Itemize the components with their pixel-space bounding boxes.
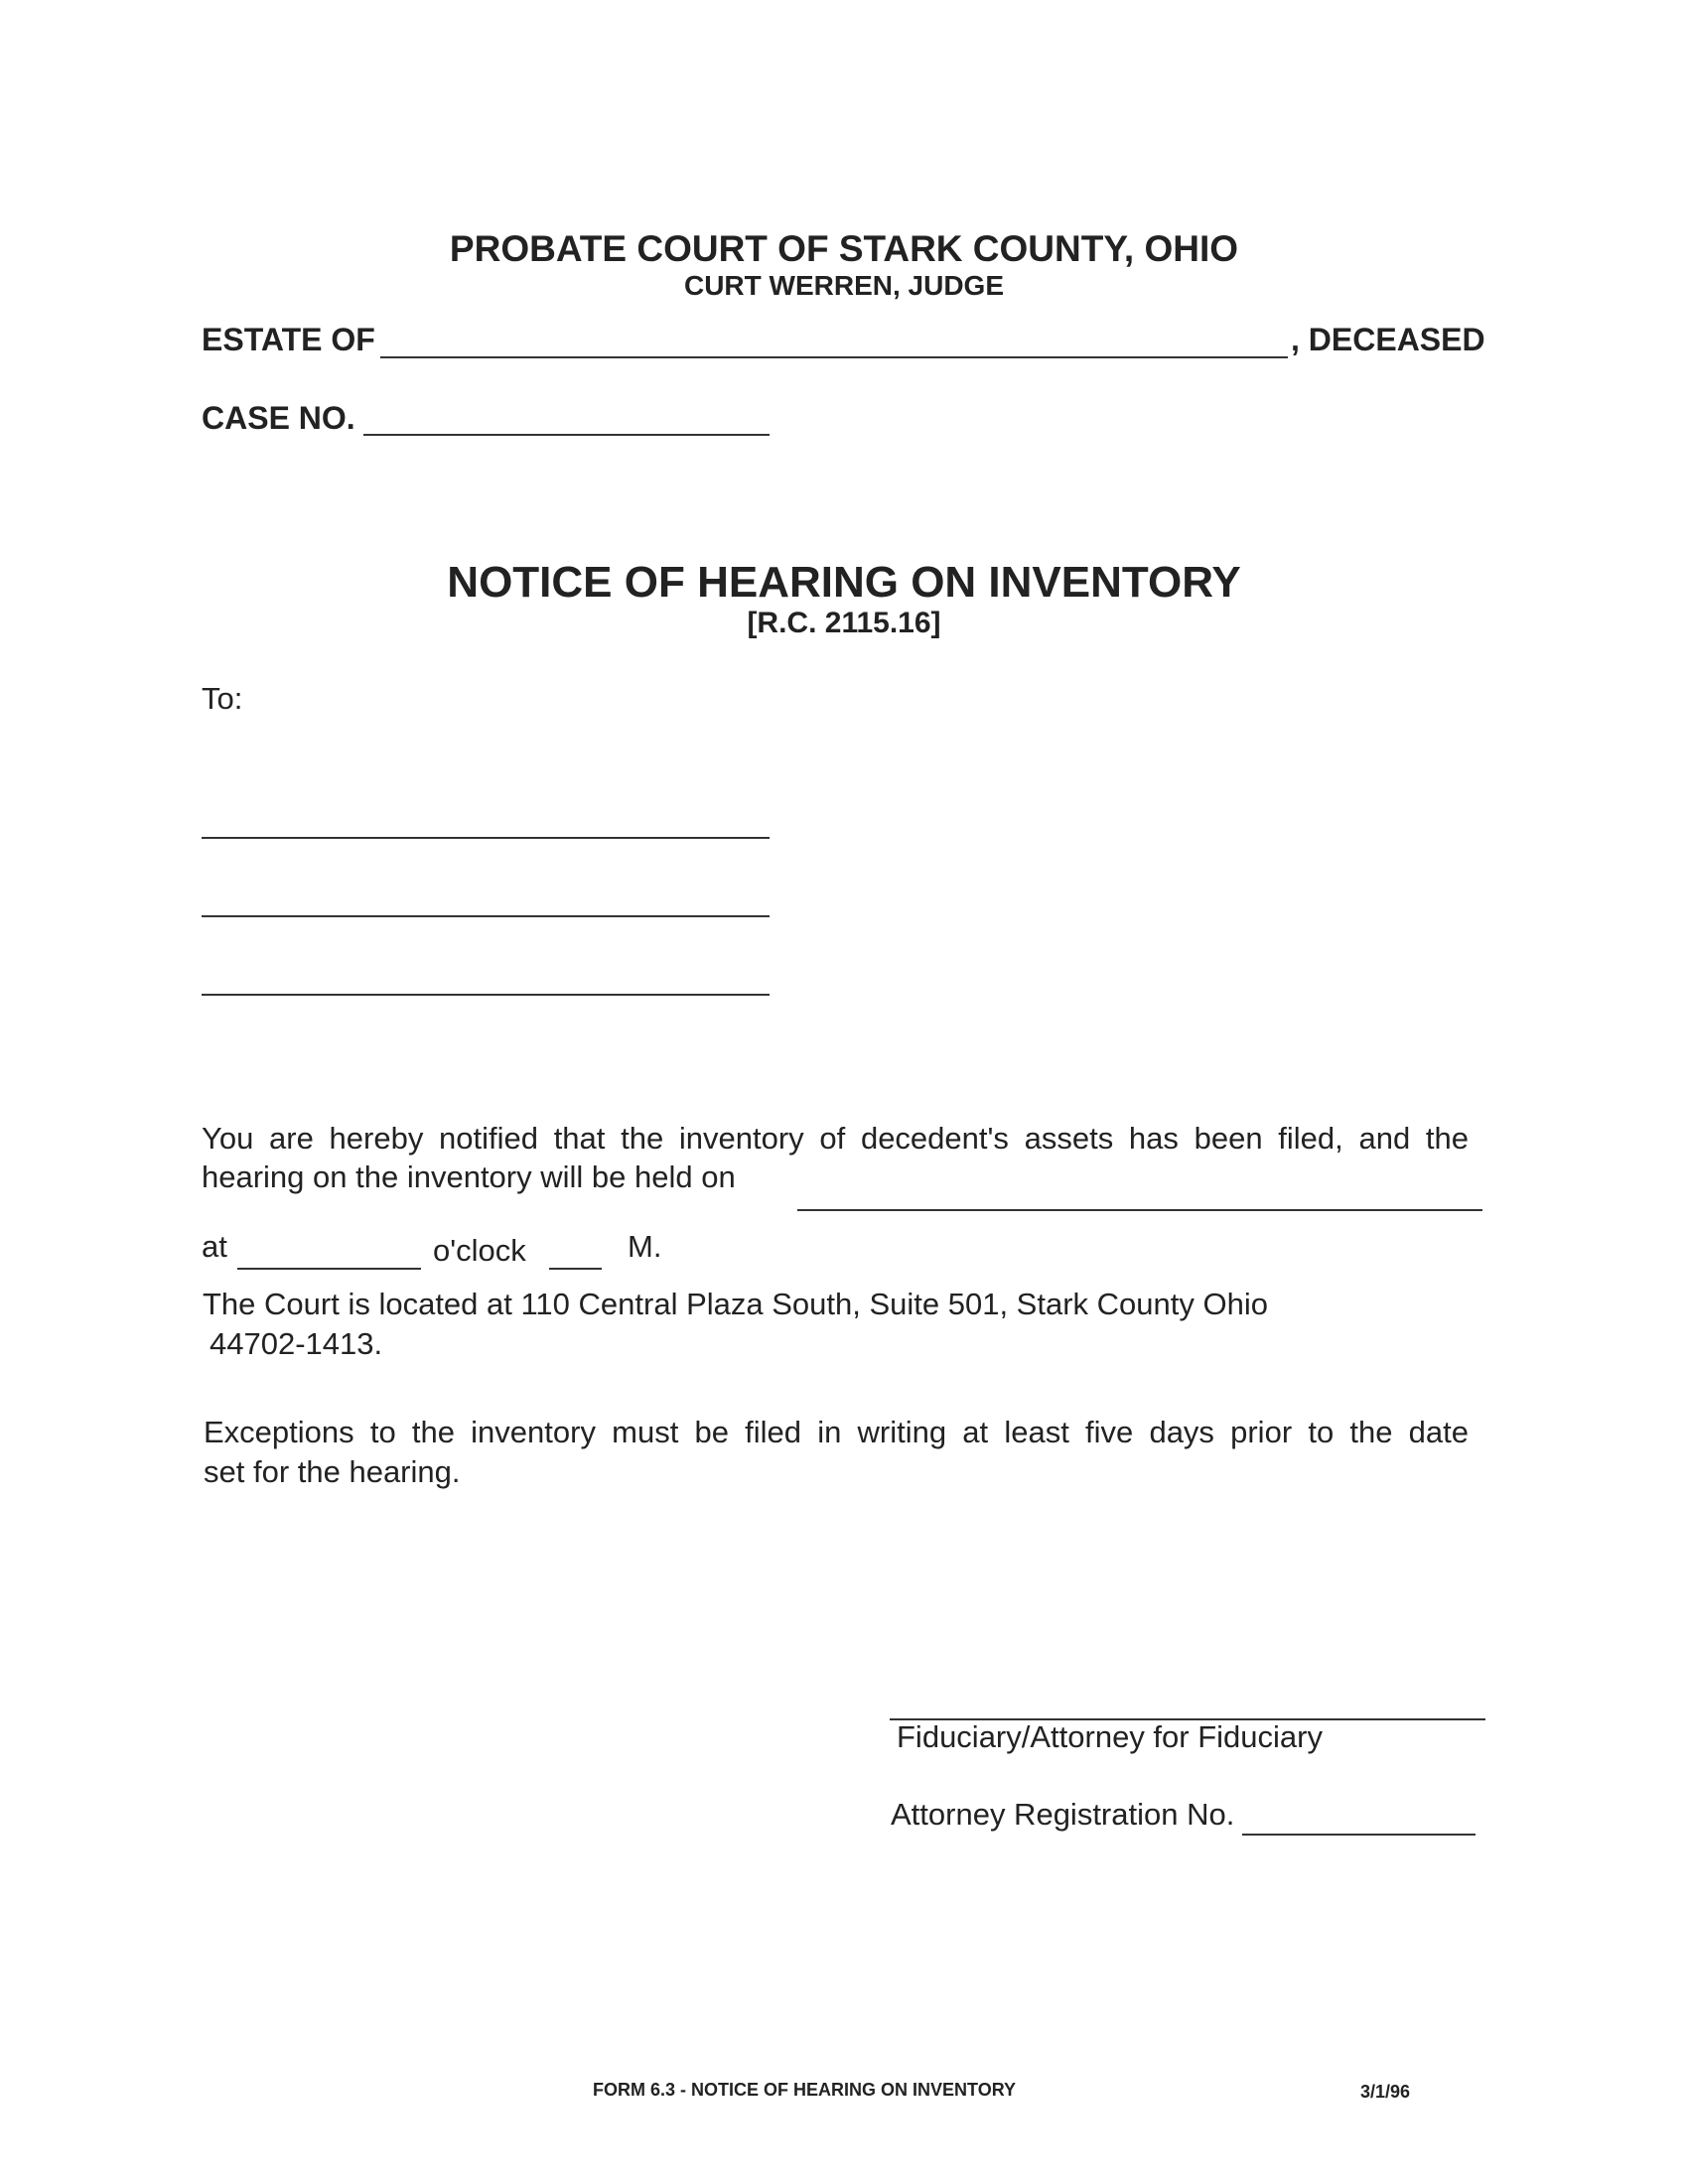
estate-name-field[interactable] xyxy=(380,356,1288,358)
recipient-line-2[interactable] xyxy=(202,915,770,917)
to-label: To: xyxy=(202,681,243,716)
registration-label: Attorney Registration No. xyxy=(891,1797,1235,1832)
signer-label: Fiduciary/Attorney for Fiduciary xyxy=(897,1719,1323,1754)
court-location-line-2: 44702-1413. xyxy=(210,1326,383,1361)
revision-date: 3/1/96 xyxy=(1360,2082,1411,2102)
m-label: M. xyxy=(628,1229,662,1264)
statute-reference: [R.C. 2115.16] xyxy=(747,607,941,639)
document-title: NOTICE OF HEARING ON INVENTORY xyxy=(447,558,1241,607)
recipient-line-3[interactable] xyxy=(202,994,770,996)
recipient-line-1[interactable] xyxy=(202,837,770,839)
estate-label: ESTATE OF xyxy=(202,322,375,357)
hearing-date-field[interactable] xyxy=(797,1209,1482,1211)
deceased-label: , DECEASED xyxy=(1291,322,1485,357)
judge-name: CURT WERREN, JUDGE xyxy=(683,270,1004,301)
form-name: FORM 6.3 - NOTICE OF HEARING ON INVENTORY xyxy=(593,2080,1017,2100)
notice-text-line-1: You are hereby notified that the inventory of decedent's assets has been filed, and the xyxy=(202,1121,1469,1156)
court-name: PROBATE COURT OF STARK COUNTY, OHIO xyxy=(449,228,1239,269)
registration-number-field[interactable] xyxy=(1242,1834,1476,1836)
notice-text-line-2: hearing on the inventory will be held on xyxy=(202,1160,736,1194)
court-location-line-1: The Court is located at 110 Central Plaza South, Suite 501, Stark County Ohio xyxy=(203,1287,1268,1321)
oclock-label: o'clock xyxy=(433,1233,526,1268)
exceptions-line-1: Exceptions to the inventory must be filed in writing at least five days prior to the date xyxy=(204,1415,1469,1449)
at-label: at xyxy=(202,1229,227,1264)
am-pm-field[interactable] xyxy=(549,1268,602,1270)
exceptions-line-2: set for the hearing. xyxy=(204,1454,461,1489)
case-number-label: CASE NO. xyxy=(202,400,355,436)
hearing-time-field[interactable] xyxy=(237,1268,421,1270)
case-number-field[interactable] xyxy=(363,434,770,436)
